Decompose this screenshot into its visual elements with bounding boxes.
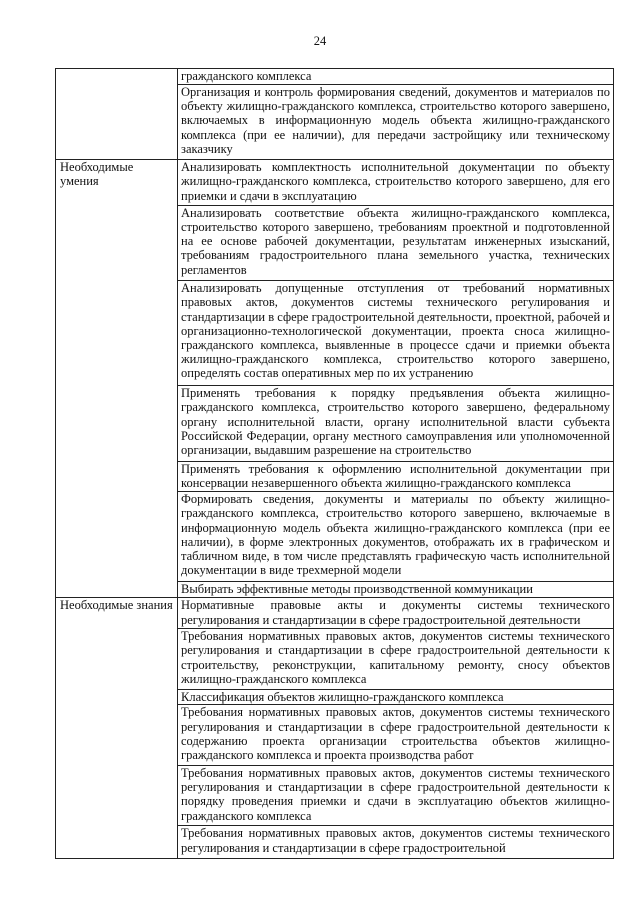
knowledge-label: Необходимые знания [56,598,178,859]
skills-label: Необходимые умения [56,160,178,598]
row-text: Организация и контроль формирования сведений, документов и материалов по объекту жилищно-гражданского комплекса, строительство которого завершено, включаемых в информационную модель объекта жилищно-гражданского комплекса (при ее наличии), для передачи застройщику или техническому заказчику [178,84,614,159]
row-text: Требования нормативных правовых актов, документов системы технического регулирования и стандартизации в сфере градостроительной деятельности к порядку проведения приемки и сдачи в эксплуатацию объектов жилищно-гражданского комплекса [178,765,614,825]
row-text: Формировать сведения, документы и материалы по объекту жилищно-гражданского комплекса, строительство которого завершено, включаемые в информационную модель объекта жилищно-гражданского комплекса (при ее наличии), в форме электронных документов, отображать их в графическом и табличном виде, в том числе представлять графическую часть исполнительной документации в виде трехмерной модели [178,492,614,582]
row-text: Анализировать соответствие объекта жилищно-гражданского комплекса, строительство которого завершено, требованиям проектной и подготовленной на ее основе рабочей документации, результатам инженерных изысканий, требованиям градостроительного плана земельного участка, технических регламентов [178,205,614,280]
table-row [56,598,614,629]
row-text: Требования нормативных правовых актов, документов системы технического регулирования и стандартизации в сфере градостроительной деятельности к содержанию проекта организации строительства объектов жилищно-гражданского комплекса и проекта производства работ [178,705,614,765]
row-text: Нормативные правовые акты и документы системы технического регулирования и стандартизации в сфере градостроительной деятельности [178,598,614,629]
row-text: Анализировать допущенные отступления от требований нормативных правовых актов, документов системы технического регулирования и стандартизации в сфере градостроительной деятельности, проектной, рабочей и организационно-технологической документации, проекта сноса жилищно-гражданского комплекса, выявленные в процессе сдачи и приемки объекта жилищно-гражданского комплекса, строительство которого завершено, определять состав оперативных мер по их устранению [178,281,614,386]
table-row [56,160,614,206]
row-text: Анализировать комплектность исполнительной документации по объекту жилищно-гражданского комплекса, строительство которого завершено, для его приемки и сдачи в эксплуатацию [178,160,614,206]
row-text: Требования нормативных правовых актов, документов системы технического регулирования и стандартизации в сфере градостроительной деятельности к строительству, реконструкции, капитальному ремонту, сносу объектов жилищно-гражданского комплекса [178,629,614,689]
page-number: 24 [313,34,327,48]
row-text: Классификация объектов жилищно-гражданского комплекса [178,689,614,705]
row-text: Применять требования к оформлению исполнительной документации при консервации незавершенного объекта жилищно-гражданского комплекса [178,461,614,492]
table-row [56,69,614,85]
requirements-table [55,68,614,859]
row-label-cell [56,69,178,160]
row-text-clip: Требования нормативных правовых актов, документов системы технического регулирования и стандартизации в сфере градостроительной [181,826,610,855]
row-text: Применять требования к порядку предъявления объекта жилищно-гражданского комплекса, строительство которого завершено, федеральному органу исполнительной власти, органу исполнительной власти субъекта Российской Федерации, органу местного самоуправления или уполномоченной организации, выдавшим разрешение на строительство [178,386,614,461]
row-text-continued [178,826,614,859]
row-text: гражданского комплекса [178,69,614,85]
row-text: Выбирать эффективные методы производственной коммуникации [178,582,614,598]
